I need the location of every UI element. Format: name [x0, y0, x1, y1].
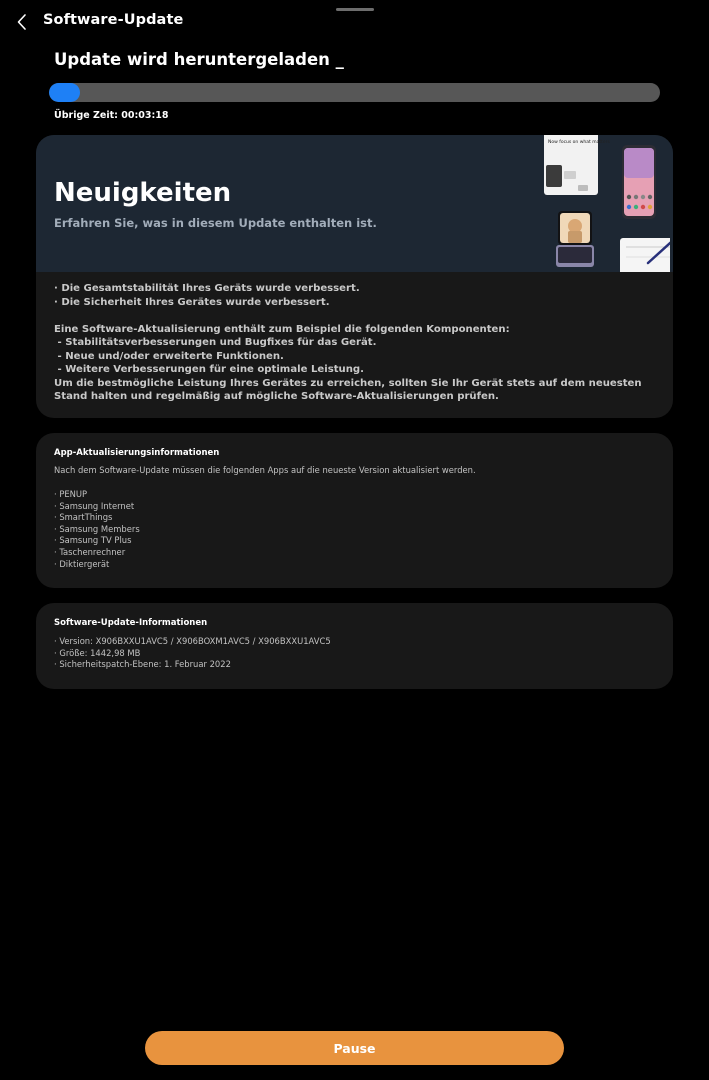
news-line: Um die bestmögliche Leistung Ihres Gerätes zu erreichen, sollten Sie Ihr Gerät stets auf dem neuesten Stand halten und regelmäßig auf mögliche Software-Aktualisierungen prüfen. — [54, 377, 646, 402]
app-list-item: · Samsung Members — [54, 523, 140, 534]
app-list — [54, 489, 654, 570]
news-heading: Neuigkeiten — [54, 178, 232, 208]
news-subheading: Erfahren Sie, was in diesem Update enthalten ist. — [54, 216, 377, 230]
news-line: - Neue und/oder erweiterte Funktionen. — [54, 350, 284, 362]
app-update-intro: Nach dem Software-Update müssen die folgenden Apps auf die neueste Version aktualisiert werden. — [54, 465, 476, 475]
software-info-card — [36, 603, 673, 689]
chevron-left-icon — [16, 13, 28, 31]
page-title: Software-Update — [43, 12, 184, 28]
download-progress-bar — [49, 83, 660, 102]
security-patch-text: · Sicherheitspatch-Ebene: 1. Februar 2022 — [54, 659, 231, 670]
news-line: · Die Sicherheit Ihres Gerätes wurde verbessert. — [54, 296, 330, 308]
news-body — [54, 282, 664, 404]
app-update-card — [36, 433, 673, 588]
phone-text: Now focus on what matters — [548, 140, 610, 145]
download-progress-fill — [49, 83, 80, 102]
news-line: Eine Software-Aktualisierung enthält zum Beispiel die folgenden Komponenten: — [54, 323, 510, 335]
remaining-time: Übrige Zeit: 00:03:18 — [54, 110, 169, 121]
news-line: · Die Gesamtstabilität Ihres Geräts wurde verbessert. — [54, 283, 360, 294]
app-list-item: · Taschenrechner — [54, 546, 126, 557]
app-list-item: · Diktiergerät — [54, 558, 110, 569]
app-list-item: · PENUP — [54, 489, 88, 499]
devices-illustration — [520, 135, 670, 272]
app-list-item: · Samsung Internet — [54, 500, 135, 511]
news-card — [36, 135, 673, 418]
app-update-heading: App-Aktualisierungsinformationen — [54, 448, 220, 458]
back-button[interactable] — [10, 10, 34, 34]
news-hero-banner — [36, 135, 673, 272]
news-line: - Stabilitätsverbesserungen und Bugfixes für das Gerät. — [54, 337, 377, 348]
software-info-list — [54, 636, 654, 671]
app-list-item: · Samsung TV Plus — [54, 535, 132, 546]
software-info-heading: Software-Update-Informationen — [54, 618, 208, 628]
version-text: · Version: X906BXXU1AVC5 / X906BOXM1AVC5 / X906BXXU1AVC5 — [54, 636, 331, 646]
header — [0, 0, 709, 46]
news-line: - Weitere Verbesserungen für eine optimale Leistung. — [54, 364, 364, 375]
size-text: · Größe: 1442,98 MB — [54, 647, 141, 658]
app-list-item: · SmartThings — [54, 512, 113, 523]
download-status-title: Update wird heruntergeladen _ — [54, 50, 344, 69]
pause-button[interactable]: Pause — [145, 1031, 564, 1065]
